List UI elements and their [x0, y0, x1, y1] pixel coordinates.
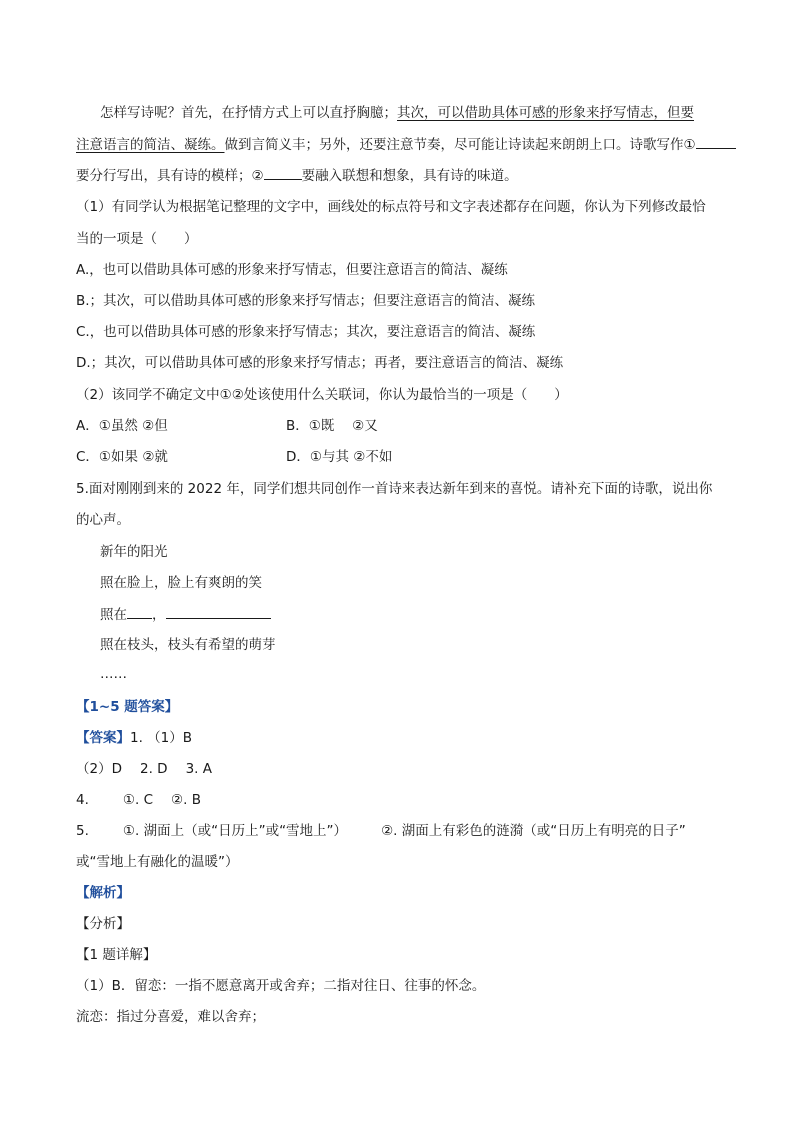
poem-line-2: 照在脸上，脸上有爽朗的笑: [100, 575, 262, 591]
q2-options-row-2: [76, 447, 393, 467]
underlined-text: 注意语言的简洁、凝练。: [76, 137, 225, 153]
intro-text: 怎样写诗呢？首先，在抒情方式上可以直抒胸臆；: [100, 105, 397, 121]
answer-line-5: [76, 821, 686, 841]
answer-number: 4.: [76, 792, 89, 808]
poem-blank-2: [166, 604, 271, 619]
q2-option-c: C．①如果 ②就: [76, 449, 168, 465]
q5-stem-line-2: 的心声。: [76, 512, 130, 528]
q1-option-c: C.，也可以借助具体可感的形象来抒写情志；其次，要注意语言的简洁、凝练: [76, 324, 536, 340]
answer-line-1: [76, 728, 192, 748]
q2-stem: （2）该同学不确定文中①②处该使用什么关联词，你认为最恰当的一项是（ ）: [76, 387, 568, 403]
answer-line-2: [76, 759, 212, 779]
q2-option-b: B．①既 ②又: [286, 418, 378, 434]
answers-header: 【1~5 题答案】: [76, 699, 179, 715]
fill-blank-2: [264, 165, 302, 180]
answer-line-4: [76, 790, 201, 810]
poem-line-5: ……: [100, 666, 127, 682]
q1-detail-header: 【1 题详解】: [76, 947, 157, 963]
q2-option-a: A．①虽然 ②但: [76, 418, 168, 434]
answer-line-5b: 或“雪地上有融化的温暖”）: [76, 854, 239, 870]
intro-text: 做到言简义丰；另外，还要注意节奏，尽可能让诗读起来朗朗上口。诗歌写作①: [224, 137, 696, 153]
answer-text: ②. 湖面上有彩色的涟漪（或“日历上有明亮的日子”: [381, 823, 686, 839]
intro-text: 要分行写出，具有诗的模样；②: [76, 168, 264, 184]
poem-blank-1: [127, 604, 152, 619]
poem-text: 照在: [100, 607, 127, 623]
q1-option-a: A.，也可以借助具体可感的形象来抒写情志，但要注意语言的简洁、凝练: [76, 262, 508, 278]
underlined-text: 其次，可以借助具体可感的形象来抒写情志，但要: [397, 105, 694, 121]
answer-text: 1. （1）B: [130, 730, 193, 746]
q1-option-d: D.；其次，可以借助具体可感的形象来抒写情志；再者，要注意语言的简洁、凝练: [76, 355, 564, 371]
intro-line-2: [76, 134, 736, 155]
analysis-line-2: 流恋：指过分喜爱，难以舍弃；: [76, 1009, 265, 1025]
q1-option-b: B.；其次，可以借助具体可感的形象来抒写情志；但要注意语言的简洁、凝练: [76, 293, 536, 309]
q5-stem-line-1: 5.面对刚刚到来的 2022 年，同学们想共同创作一首诗来表达新年到来的喜悦。请补充下面的诗歌，说出你: [76, 481, 713, 497]
analysis-subheader: 【分析】: [76, 916, 130, 932]
poem-line-1: 新年的阳光: [100, 544, 168, 560]
answer-text: 3. A: [185, 761, 212, 777]
answer-text: ①. C: [122, 792, 154, 808]
intro-text: 要融入联想和想象，具有诗的味道。: [301, 168, 518, 184]
intro-line-1: [100, 103, 694, 123]
answer-text: ①. 湖面上（或“日历上”或“雪地上”）: [122, 823, 348, 839]
q1-stem-line-1: （1）有同学认为根据笔记整理的文字中，画线处的标点符号和文字表述都存在问题，你认为下列修改最恰: [76, 199, 706, 215]
poem-line-4: 照在枝头，枝头有希望的萌芽: [100, 637, 276, 653]
q2-options-row-1: [76, 416, 378, 436]
analysis-header: 【解析】: [76, 885, 130, 901]
answer-label: 【答案】: [76, 730, 130, 746]
answer-number: 5.: [76, 823, 89, 839]
poem-line-3: [100, 604, 271, 625]
answer-text: （2）D: [76, 761, 122, 777]
q2-option-d: D．①与其 ②不如: [286, 449, 393, 465]
fill-blank-1: [696, 134, 736, 149]
analysis-line-1: （1）B．留恋：一指不愿意离开或舍弃；二指对往日、往事的怀念。: [76, 978, 486, 994]
poem-text: ，: [152, 607, 166, 623]
answer-text: 2. D: [139, 761, 168, 777]
answer-text: ②. B: [171, 792, 201, 808]
q1-stem-line-2: 当的一项是（ ）: [76, 231, 198, 247]
intro-line-3: [76, 165, 518, 186]
